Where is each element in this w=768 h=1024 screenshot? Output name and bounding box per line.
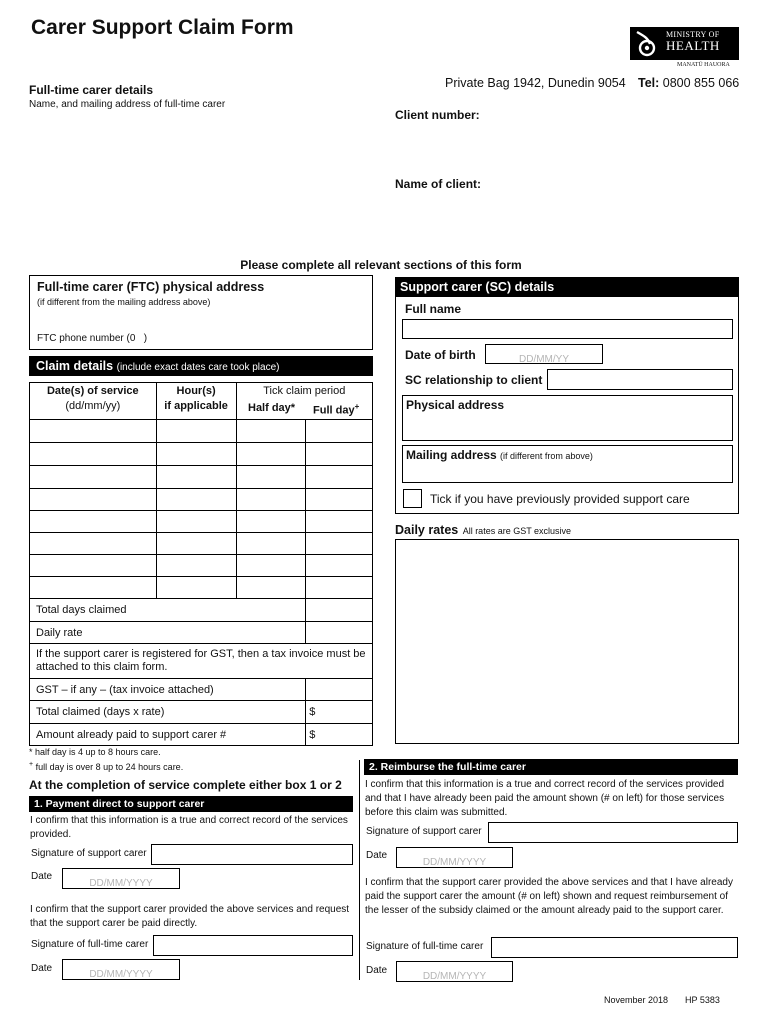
already-paid-field[interactable]: $: [306, 724, 373, 746]
row4-date[interactable]: [30, 489, 157, 511]
row7-half[interactable]: [236, 555, 306, 577]
completion-instruction: At the completion of service complete either box 1 or 2: [29, 778, 342, 792]
sc-dob-input[interactable]: [485, 344, 603, 364]
row5-full[interactable]: [306, 511, 373, 533]
sc-physical-address-input[interactable]: [402, 395, 733, 441]
tel-number: 0800 855 066: [662, 76, 740, 90]
ftc-details-subheading: Name, and mailing address of full-time carer: [29, 99, 226, 110]
sc-mailing-address-input[interactable]: [402, 445, 733, 483]
col-tick-period: Tick claim period: [236, 383, 372, 420]
row3-date[interactable]: [30, 466, 157, 489]
col-dates: Date(s) of service (dd/mm/yy): [30, 383, 157, 420]
client-name-label: Name of client:: [395, 177, 482, 191]
box2-sig-ftc-input[interactable]: [491, 937, 738, 958]
tel-label: Tel:: [638, 76, 660, 90]
ministry-logo: [630, 27, 739, 60]
footnote-full-day: + full day is over 8 up to 24 hours care.: [29, 761, 184, 772]
row7-hours[interactable]: [156, 555, 236, 577]
total-claimed-label: Total claimed (days x rate): [30, 701, 306, 724]
row8-half[interactable]: [236, 577, 306, 599]
box2-date2-input[interactable]: DD/MM/YYYY: [396, 961, 513, 982]
row1-date[interactable]: [30, 420, 157, 443]
sc-previous-care-label: Tick if you have previously provided support care: [430, 492, 690, 506]
logo-subtitle: MANATŪ HAUORA: [677, 62, 730, 68]
row7-date[interactable]: [30, 555, 157, 577]
total-days-field[interactable]: [306, 599, 373, 622]
row5-date[interactable]: [30, 511, 157, 533]
row1-hours[interactable]: [156, 420, 236, 443]
daily-rates-box: [395, 539, 739, 744]
box2-date2-label: Date: [366, 965, 388, 976]
claim-details-header: [29, 356, 373, 376]
sc-details-panel: [395, 297, 739, 514]
row8-hours[interactable]: [156, 577, 236, 599]
box1-date-label: Date: [31, 871, 53, 882]
sc-relationship-label: SC relationship to client: [405, 373, 543, 387]
row3-full[interactable]: [306, 466, 373, 489]
sc-physical-label: Physical address: [406, 398, 505, 412]
box2-date-label: Date: [366, 850, 388, 861]
row4-hours[interactable]: [156, 489, 236, 511]
gst-label: GST – if any – (tax invoice attached): [30, 679, 306, 701]
footnote-half-day: * half day is 4 up to 8 hours care.: [29, 747, 161, 757]
page-title: Carer Support Claim Form: [31, 16, 294, 39]
sc-relationship-input[interactable]: [547, 369, 733, 390]
row2-date[interactable]: [30, 443, 157, 466]
claim-table: [29, 382, 373, 746]
row3-half[interactable]: [236, 466, 306, 489]
row4-full[interactable]: [306, 489, 373, 511]
logo-line-1: MINISTRY OF: [666, 30, 720, 39]
box2-sig-ftc-label: Signature of full-time carer: [366, 941, 484, 952]
box1-date2-label: Date: [31, 963, 53, 974]
box2-confirm-text: I confirm that this information is a true and correct record of the services provided and that I have already been paid the amount shown (# on left) for those services before this claim was submitted.: [365, 779, 725, 818]
box1-sig-sc-label: Signature of support carer: [31, 848, 147, 859]
sc-dob-placeholder: DD/MM/YY: [519, 354, 569, 365]
gst-note: If the support carer is registered for GST, then a tax invoice must be attached to this claim form.: [30, 644, 373, 679]
ftc-phone-label: FTC phone number (0 ): [37, 333, 148, 344]
row2-half[interactable]: [236, 443, 306, 466]
row3-hours[interactable]: [156, 466, 236, 489]
koru-icon: [634, 30, 660, 58]
row8-full[interactable]: [306, 577, 373, 599]
section-divider: [359, 760, 360, 980]
daily-rates-title: [395, 521, 571, 539]
row5-half[interactable]: [236, 511, 306, 533]
box1-sig-sc-input[interactable]: [151, 844, 353, 865]
row6-half[interactable]: [236, 533, 306, 555]
footer-date: November 2018: [604, 995, 669, 1005]
gst-field[interactable]: [306, 679, 373, 701]
footer-code: HP 5383: [685, 995, 720, 1005]
box1-sig-ftc-label: Signature of full-time carer: [31, 939, 149, 950]
col-hours: Hour(s) if applicable: [156, 383, 236, 420]
phone-line: [638, 76, 739, 90]
row2-full[interactable]: [306, 443, 373, 466]
box2-header: 2. Reimburse the full-time carer: [364, 759, 738, 775]
box1-date2-input[interactable]: DD/MM/YYYY: [62, 959, 180, 980]
row1-half[interactable]: [236, 420, 306, 443]
row8-date[interactable]: [30, 577, 157, 599]
row5-hours[interactable]: [156, 511, 236, 533]
col-half-day: Half day*: [248, 402, 296, 414]
box1-confirm-text: I confirm that this information is a true and correct record of the services provided.: [30, 815, 348, 840]
sc-full-name-label: Full name: [405, 302, 462, 316]
ftc-details-heading: Full-time carer details: [29, 83, 154, 97]
sc-mailing-label: Mailing address (if different from above): [406, 448, 593, 462]
box1-header: 1. Payment direct to support carer: [29, 796, 353, 812]
daily-rates-heading: Daily rates: [395, 523, 459, 537]
row1-full[interactable]: [306, 420, 373, 443]
ftc-physical-address-box[interactable]: [29, 275, 373, 350]
daily-rate-label: Daily rate: [30, 622, 306, 644]
total-days-label: Total days claimed: [30, 599, 306, 622]
box1-confirm2-text: I confirm that the support carer provided the above services and request that the support carer be paid directly.: [30, 904, 350, 929]
claim-details-note: (include exact dates care took place): [116, 362, 280, 373]
box2-sig-sc-input[interactable]: [488, 822, 738, 843]
box1-date-input[interactable]: DD/MM/YYYY: [62, 868, 180, 889]
sc-dob-label: Date of birth: [405, 348, 476, 362]
daily-rates-note: All rates are GST exclusive: [462, 526, 572, 536]
row7-full[interactable]: [306, 555, 373, 577]
instruction-text: Please complete all relevant sections of this form: [240, 258, 522, 272]
logo-line-2: HEALTH: [666, 38, 720, 53]
row2-hours[interactable]: [156, 443, 236, 466]
daily-rate-field[interactable]: [306, 622, 373, 644]
row6-full[interactable]: [306, 533, 373, 555]
claim-details-heading: Claim details: [36, 359, 114, 373]
box2-confirm2-text: I confirm that the support carer provided the above services and that I have already paid the support carer the amount (# on left) shown and request reimbursement of the lesser of the subsidy claimed or the amount already paid to the support carer.: [365, 877, 733, 916]
box2-sig-sc-label: Signature of support carer: [366, 826, 482, 837]
client-number-label: Client number:: [395, 108, 480, 122]
box1-sig-ftc-input[interactable]: [153, 935, 353, 956]
row4-half[interactable]: [236, 489, 306, 511]
sc-details-header: Support carer (SC) details: [395, 277, 739, 297]
ministry-address: Private Bag 1942, Dunedin 9054: [445, 76, 626, 90]
already-paid-label: Amount already paid to support carer #: [30, 724, 306, 746]
total-claimed-field[interactable]: $: [306, 701, 373, 724]
box2-date-input[interactable]: DD/MM/YYYY: [396, 847, 513, 868]
row6-hours[interactable]: [156, 533, 236, 555]
sc-full-name-input[interactable]: [402, 319, 733, 339]
ftc-physical-note: (if different from the mailing address above): [37, 297, 211, 307]
row6-date[interactable]: [30, 533, 157, 555]
col-full-day: Full day+: [313, 402, 360, 417]
sc-previous-care-checkbox[interactable]: [403, 489, 422, 508]
ftc-physical-heading: Full-time carer (FTC) physical address: [37, 280, 265, 294]
